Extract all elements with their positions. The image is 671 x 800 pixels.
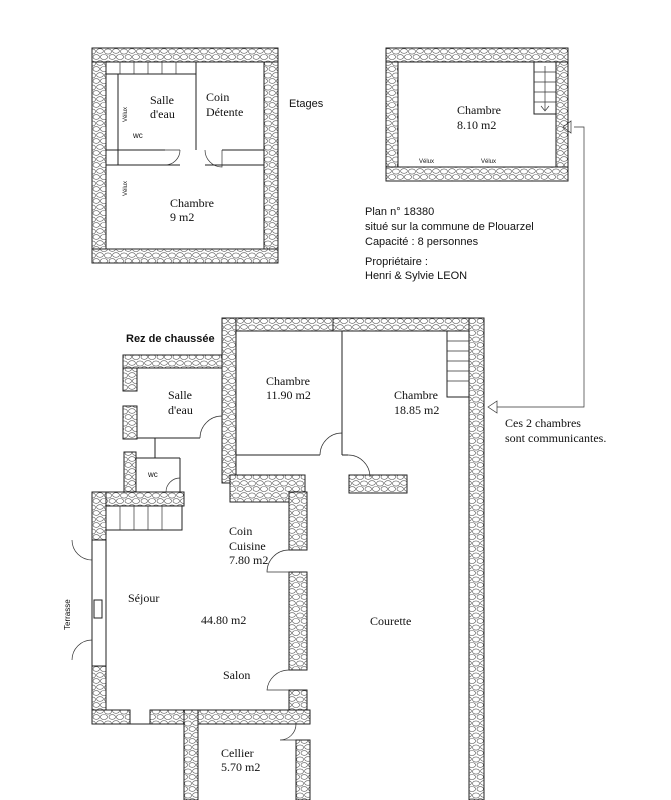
rdc-sejour-area: 44.80 m2 xyxy=(201,613,247,627)
etage-coin-detente-label-2: Détente xyxy=(206,105,244,119)
etage-velux-label-2: Vélux xyxy=(123,180,129,196)
etage-chambre-label-1: Chambre xyxy=(170,196,214,210)
etage-salle-eau-label-2: d'eau xyxy=(150,107,175,121)
rdc-courette-label: Courette xyxy=(370,614,412,628)
rdc-cellier-label: Cellier xyxy=(221,746,254,760)
rdc-salle-eau-label-1: Salle xyxy=(168,388,192,402)
stairs-rdc-left xyxy=(106,506,182,530)
etage-right-chambre-label: Chambre xyxy=(457,103,501,117)
rdc-salon-label: Salon xyxy=(223,668,251,682)
rdc-sejour-label: Séjour xyxy=(128,591,160,605)
rdc-coin-cuisine-label-1: Coin xyxy=(229,524,253,538)
rdc-partitions xyxy=(72,331,370,740)
etage-right-block xyxy=(386,48,568,181)
rdc-salle-eau-label-2: d'eau xyxy=(168,403,193,417)
plan-proprietaire: Henri & Sylvie LEON xyxy=(365,270,468,282)
plan-commune: situé sur la commune de Plouarzel xyxy=(365,221,534,233)
rdc-coin-cuisine-area: 7.80 m2 xyxy=(229,553,269,567)
stairs-etage-left xyxy=(106,62,196,74)
plan-capacite: Capacité : 8 personnes xyxy=(365,236,479,248)
rdc-chambre-1-area: 11.90 m2 xyxy=(266,388,311,402)
rdc-heading: Rez de chaussée xyxy=(126,333,215,345)
note-line-2: sont communicantes. xyxy=(505,431,607,445)
plan-info xyxy=(365,206,534,282)
rdc-coin-cuisine-label-2: Cuisine xyxy=(229,539,266,553)
plan-number: Plan n° 18380 xyxy=(365,206,435,218)
etage-wc-label: wc xyxy=(133,131,143,140)
plan-proprietaire-label: Propriétaire : xyxy=(365,256,428,268)
etage-coin-detente-label-1: Coin xyxy=(206,90,230,104)
etage-salle-eau-label-1: Salle xyxy=(150,93,174,107)
rdc-wc-label: wc xyxy=(148,470,158,479)
rdc-terrasse-label: Terrasse xyxy=(63,599,72,630)
rdc-chambre-2-label: Chambre xyxy=(394,388,438,402)
etage-chambre-area: 9 m2 xyxy=(170,210,195,224)
stairs-rdc-right xyxy=(447,331,469,397)
note-line-1: Ces 2 chambres xyxy=(505,416,581,430)
etage-velux-label-1: Vélux xyxy=(123,106,129,122)
etage-right-velux-2: Vélux xyxy=(481,159,497,165)
etages-heading: Etages xyxy=(289,98,324,110)
communicating-arrow xyxy=(488,121,584,413)
rdc-cellier-area: 5.70 m2 xyxy=(221,760,261,774)
etage-right-velux-1: Vélux xyxy=(419,159,435,165)
rdc-chambre-1-label: Chambre xyxy=(266,374,310,388)
etage-left-block xyxy=(92,48,278,263)
stairs-etage-right xyxy=(534,62,556,114)
etage-right-chambre-area: 8.10 m2 xyxy=(457,118,497,132)
rdc-chambre-2-area: 18.85 m2 xyxy=(394,403,440,417)
